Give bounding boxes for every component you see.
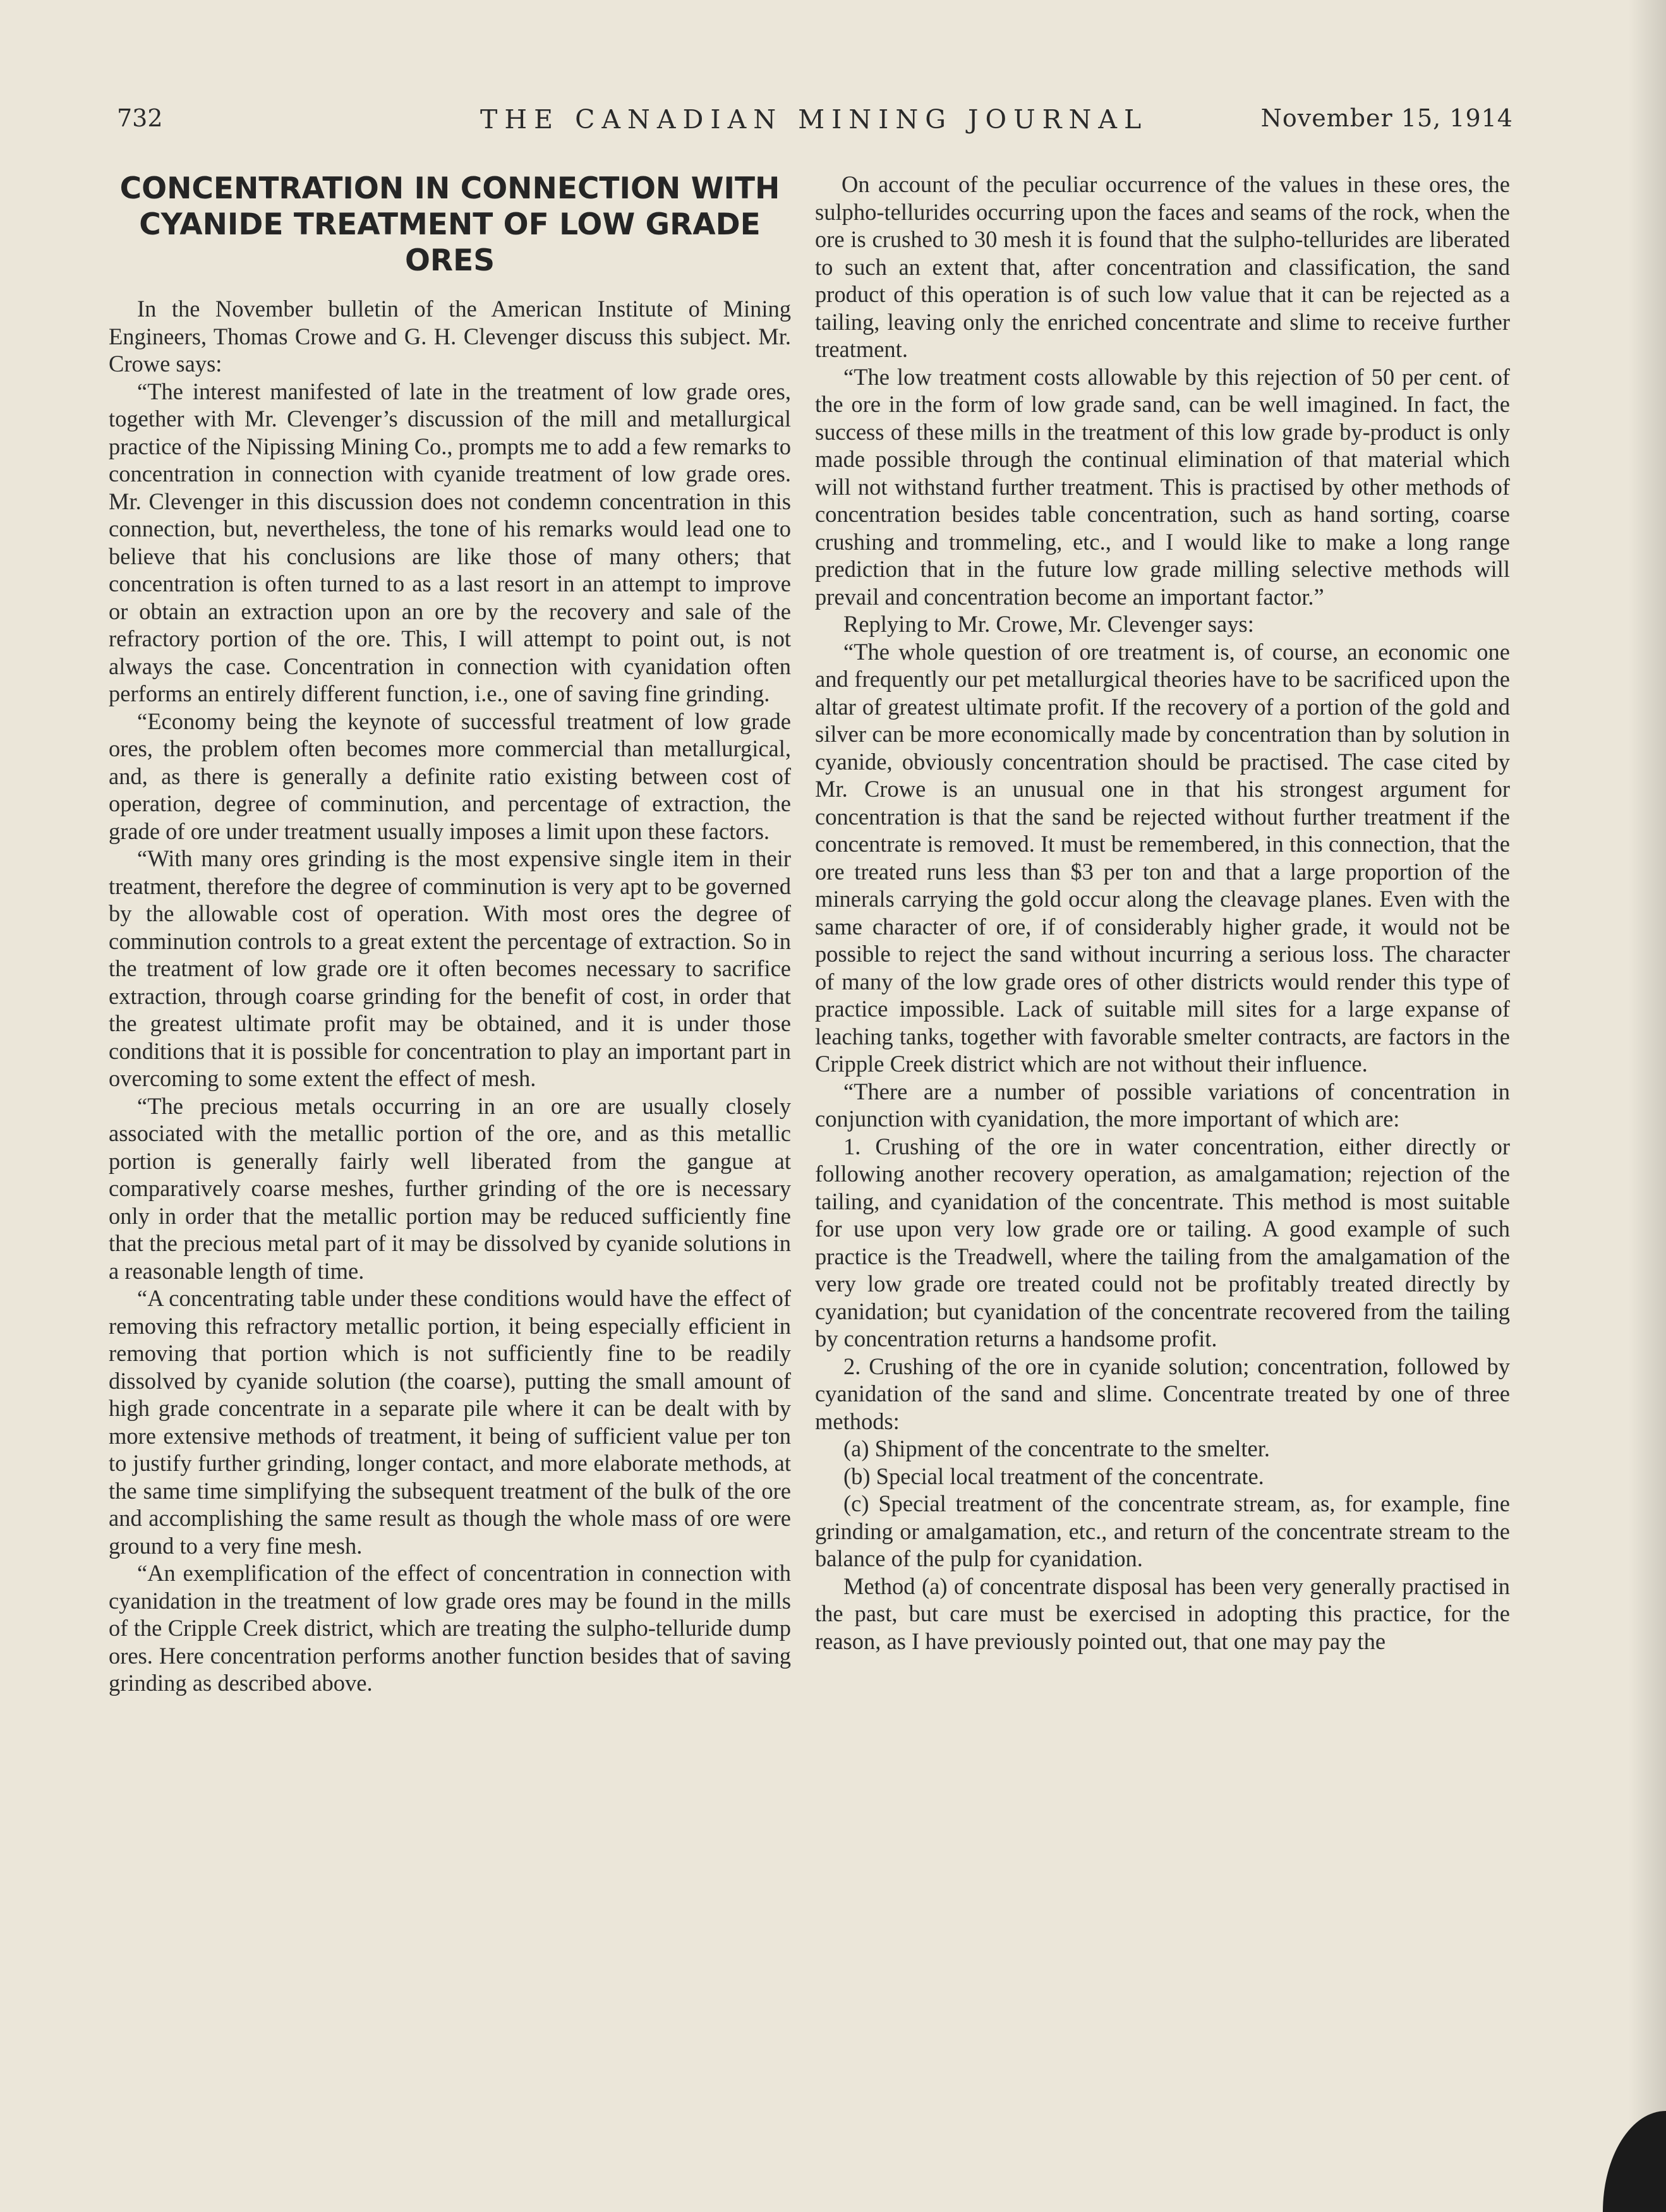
right-column [815,171,1510,1655]
paragraph: In the November bulletin of the American Institute of Mining Engineers, Thomas Crowe and G. H. Clevenger discuss this subject. Mr. Crowe says: [109,296,791,377]
journal-title: THE CANADIAN MINING JOURNAL [480,104,1149,135]
paragraph: (a) Shipment of the concentrate to the smelter. [843,1435,1271,1461]
paragraph: On account of the peculiar occurrence of the values in these ores, the sulpho-tellurides occurring upon the faces and seams of the rock, when the ore is crushed to 30 mesh it is found that the sulpho-tellurides are liberated to such an extent that, after concentration and classification, the sand product of this operation is of such low value that it can be rejected as a tailing, leaving only the enriched concentrate and slime to receive further treatment. [815,171,1510,362]
paragraph: “An exemplification of the effect of concentration in connection with cyanidation in the treatment of low grade ores may be found in the mills of the Cripple Creek district, which are treating the sulpho-telluride dump ores. Here concentration performs another function besides that of saving grinding as described above. [109,1560,791,1696]
paragraph: 2. Crushing of the ore in cyanide solution; concentration, followed by cyanidation of the sand and slime. Concentrate treated by one of three methods: [815,1353,1510,1434]
paragraph: “The precious metals occurring in an ore are usually closely associated with the metallic portion of the ore, and as this metallic portion is generally fairly well liberated from the gangue at comparatively coarse meshes, further grinding of the ore is necessary only in order that the metallic portion may be reduced sufficiently fine that the precious metal part of it may be dissolved by cyanide solutions in a reasonable length of time. [109,1092,791,1284]
scan-corner-shadow [1603,2111,1666,2212]
paragraph: Method (a) of concentrate disposal has been very generally practised in the past, but care must be exercised in adopting this practice, for the reason, as I have previously pointed out, that one may pay the [815,1573,1510,1654]
paragraph: “There are a number of possible variations of concentration in conjunction with cyanidation, the more important of which are: [815,1078,1510,1132]
left-column [109,171,791,1697]
paragraph: “The interest manifested of late in the treatment of low grade ores, together with Mr. Clevenger’s discussion of the mill and metallurgical practice of the Nipissing Mining Co., prompts me to add a few remarks to concentration in connection with cyanide treatment of low grade ores. Mr. Clevenger in this discussion does not condemn concentration in this connection, but, nevertheless, the tone of his remarks would lead one to believe that his conclusions are like those of many others; that concentration is often turned to as a last resort in an attempt to improve or obtain an extraction upon an ore by the recovery and sale of the refractory portion of the ore. This, I will attempt to point out, is not always the case. Concentration in connection with cyanidation often performs an entirely different function, i.e., one of saving fine grinding. [109,378,791,706]
paragraph: “Economy being the keynote of successful treatment of low grade ores, the problem often becomes more commercial than metallurgical, and, as there is generally a definite ratio existing between cost of operation, degree of comminution, and percentage of extraction, the grade of ore under treatment usually imposes a limit upon these factors. [109,708,791,844]
page-edge-shadow [1628,0,1666,2212]
issue-date: November 15, 1914 [1260,104,1513,132]
paragraph: “The whole question of ore treatment is, of course, an economic one and frequently our pet metallurgical theories have to be sacrificed upon the altar of greatest ultimate profit. If the recovery of a portion of the gold and silver can be more economically made by concentration than by solution in cyanide, obviously concentration should be practised. The case cited by Mr. Crowe is an unusual one in that his strongest argument for concentration is that the sand be rejected without further treatment if the concentrate is removed. It must be remembered, in this connection, that the ore treated runs less than $3 per ton and that a large proportion of the minerals carrying the gold occur along the cleavage planes. Even with the same character of ore, if of considerably higher grade, it would not be possible to reject the sand without incurring a serious loss. The character of many of the low grade ores of other districts would render this type of practice impossible. Lack of suitable mill sites for a large expanse of leaching tanks, together with favorable smelter contracts, are factors in the Cripple Creek district which are not without their influence. [815,638,1510,1077]
paragraph: “A concentrating table under these conditions would have the effect of removing this refractory metallic portion, it being especially efficient in removing that portion which is not sufficiently fine to be readily dissolved by cyanide solution (the coarse), putting the small amount of high grade concentrate in a separate pile where it can be dealt with by more extensive methods of treatment, it being of sufficient value per ton to justify further grinding, longer contact, and more elaborate methods, at the same time simplifying the subsequent treatment of the bulk of the ore and accomplishing the same result as though the whole mass of ore were ground to a very fine mesh. [109,1285,791,1559]
running-header [117,104,1513,142]
page-number: 732 [117,104,163,132]
paragraph: “The low treatment costs allowable by this rejection of 50 per cent. of the ore in the form of low grade sand, can be well imagined. In fact, the success of these mills in the treatment of this low grade by-product is only made possible through the continual elimination of that material which will not withstand further treatment. This is practised by other methods of concentration besides table concentration, such as hand sorting, coarse crushing and trommeling, etc., and I would like to make a long range prediction that in the future low grade milling selective methods will prevail and concentration become an important factor.” [815,363,1510,610]
article-title: CONCENTRATION IN CONNECTION WITH CYANIDE TREATMENT OF LOW GRADE ORES [119,171,780,278]
paragraph: (b) Special local treatment of the concentrate. [843,1463,1264,1489]
paragraph: 1. Crushing of the ore in water concentration, either directly or following another recovery operation, as amalgamation; rejection of the tailing, and cyanidation of the concentrate. This method is most suitable for use upon very low grade ore or tailing. A good example of such practice is the Treadwell, where the tailing from the amalgamation of the very low grade ore treated could not be profitably treated directly by cyanidation; but cyanidation of the concentrate recovered from the tailing by concentration returns a handsome profit. [815,1133,1510,1351]
paragraph: Replying to Mr. Crowe, Mr. Clevenger says: [843,611,1254,637]
paragraph: (c) Special treatment of the concentrate stream, as, for example, fine grinding or amalgamation, etc., and return of the concentrate stream to the balance of the pulp for cyanidation. [815,1490,1510,1571]
paragraph: “With many ores grinding is the most expensive single item in their treatment, therefore the degree of comminution is very apt to be governed by the allowable cost of operation. With most ores the degree of comminution controls to a great extent the percentage of extraction. So in the treatment of low grade ore it often becomes necessary to sacrifice extraction, through coarse grinding for the benefit of cost, in order that the greatest ultimate profit may be obtained, and it is under those conditions that it is possible for concentration to play an important part in overcoming to some extent the effect of mesh. [109,845,791,1091]
